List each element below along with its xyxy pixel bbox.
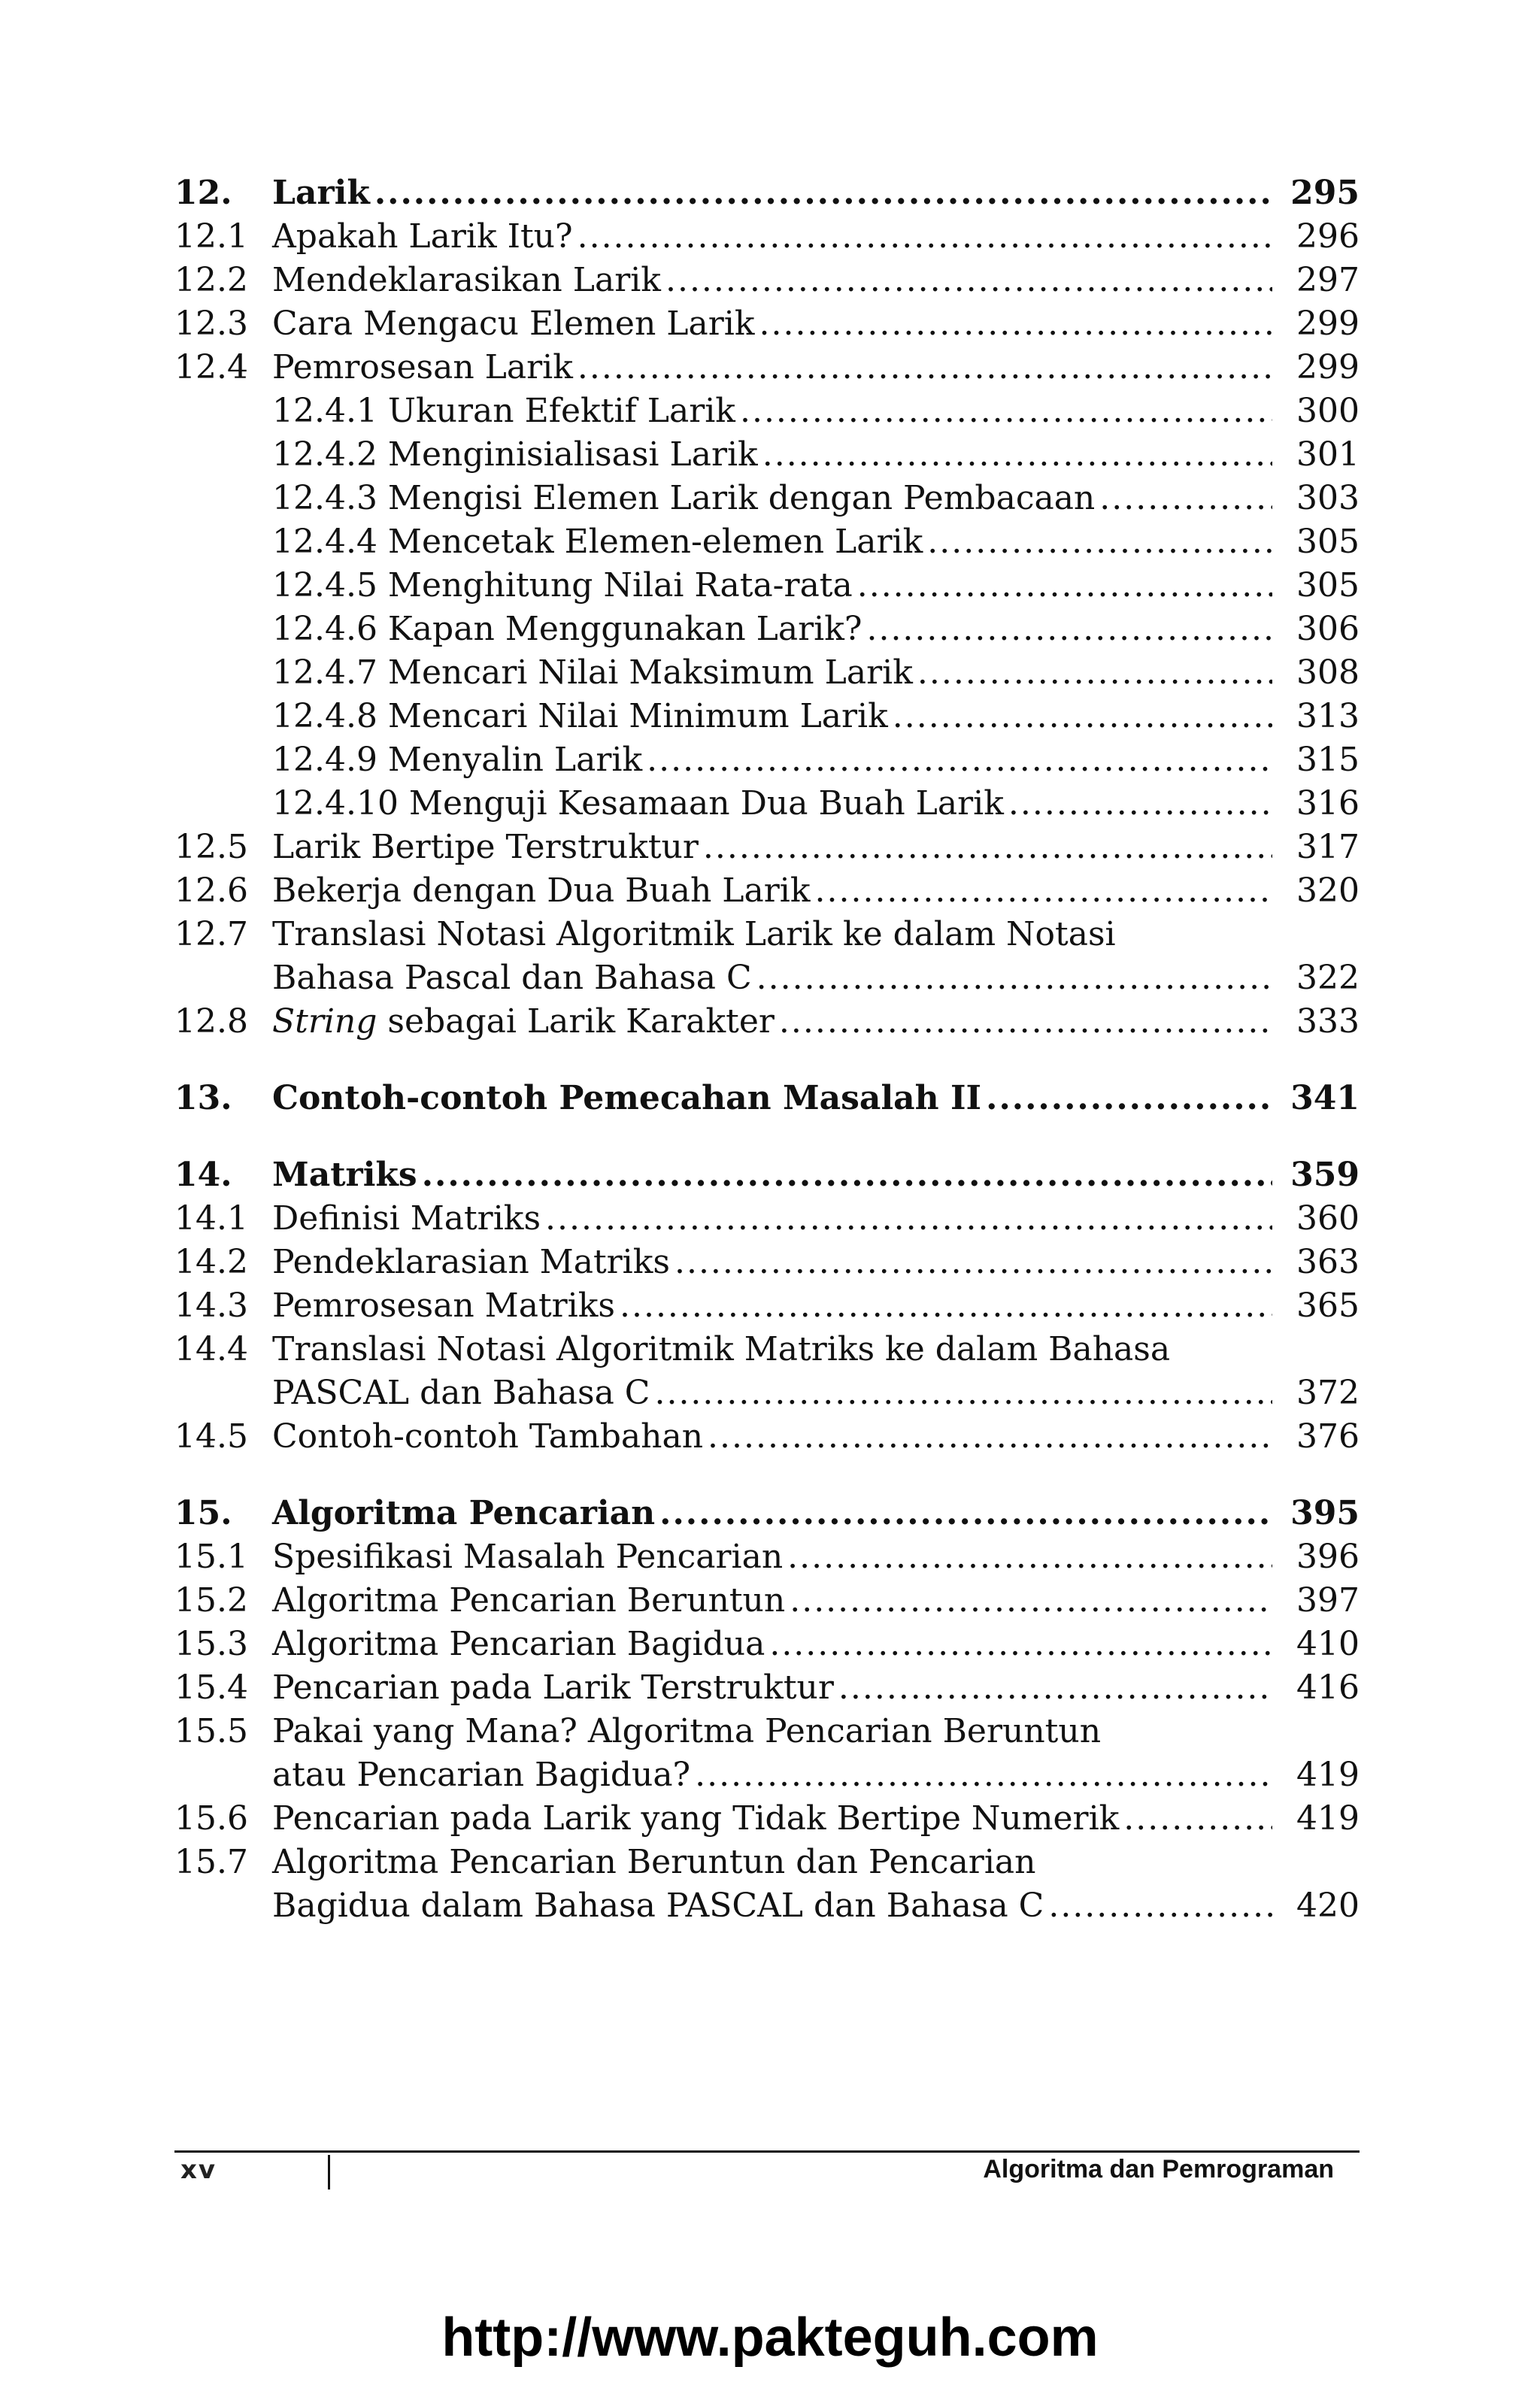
toc-entry-title-wrap [272, 259, 1277, 302]
toc-dot-leader [759, 302, 1272, 346]
toc-entry-number: 15.5 [174, 1712, 248, 1750]
toc-entry-title: PASCAL dan Bahasa C [272, 1374, 650, 1412]
toc-entry-page: 301 [1296, 435, 1360, 474]
toc-entry-page: 420 [1296, 1887, 1360, 1925]
toc-dot-leader [1099, 477, 1272, 520]
toc-entry-title: 12.4.8 Mencari Nilai Minimum Larik [272, 697, 888, 735]
toc-dot-leader [675, 1241, 1272, 1284]
toc-entry-title: 12.4.4 Mencetak Elemen-elemen Larik [272, 523, 923, 561]
toc-entry-title-wrap [272, 608, 1277, 651]
toc-entry-page: 410 [1296, 1625, 1360, 1663]
toc-entry [174, 1077, 1360, 1120]
toc-entry-page: 315 [1296, 741, 1360, 779]
toc-dot-leader [659, 1492, 1272, 1535]
toc-entry-number: 12.4 [174, 348, 248, 386]
toc-entry [174, 1797, 1360, 1841]
toc-entry-title: Translasi Notasi Algoritmik Matriks ke dalam Bahasa [272, 1330, 1171, 1368]
toc-entry-title: Cara Mengacu Elemen Larik [272, 305, 755, 343]
toc-entry-page: 299 [1296, 305, 1360, 343]
toc-entry-number: 12.7 [174, 915, 248, 953]
toc-entry [174, 651, 1360, 695]
toc-entry-title: Bagidua dalam Bahasa PASCAL dan Bahasa C [272, 1887, 1044, 1925]
toc-entry-page: 333 [1296, 1002, 1360, 1041]
toc-entry-title-wrap [272, 695, 1277, 738]
toc-entry-page: 397 [1296, 1581, 1360, 1620]
toc-dot-leader [654, 1371, 1272, 1415]
toc-entry-title: 12.4.3 Mengisi Elemen Larik dengan Pembacaan [272, 479, 1096, 517]
toc-entry [174, 1241, 1360, 1284]
toc-entry-title-rest: sebagai Larik Karakter [377, 1002, 775, 1041]
toc-entry-page: 317 [1296, 828, 1360, 866]
toc-entry-title-wrap [272, 782, 1277, 826]
toc-entry-title: 12.4.5 Menghitung Nilai Rata-rata [272, 566, 853, 605]
toc-entry [174, 608, 1360, 651]
toc-entry-number: 12. [174, 174, 232, 212]
toc-entry-title-wrap [272, 477, 1277, 520]
toc-entry-number: 14.4 [174, 1330, 248, 1368]
toc-entry-title-italic: String [272, 1002, 377, 1041]
toc-dot-leader [866, 608, 1272, 651]
toc-entry [174, 826, 1360, 869]
toc-dot-leader [545, 1197, 1272, 1241]
toc-entry-page: 372 [1296, 1374, 1360, 1412]
toc-dot-leader [695, 1753, 1272, 1797]
toc-dot-leader [1048, 1884, 1272, 1928]
toc-entry-number: 15.6 [174, 1799, 248, 1838]
toc-entry-title: Algoritma Pencarian Bagidua [272, 1625, 765, 1663]
toc-entry-title-wrap [272, 171, 1277, 215]
footer-separator [328, 2155, 330, 2190]
toc-entry-page: 360 [1296, 1199, 1360, 1238]
toc-entry-title-wrap [272, 826, 1277, 869]
toc-entry-title-wrap [272, 1579, 1277, 1623]
toc-entry [174, 1328, 1360, 1371]
toc-entry-number: 14.5 [174, 1417, 248, 1456]
toc-entry-title-wrap [272, 389, 1277, 433]
toc-entry-number: 15.1 [174, 1538, 248, 1576]
toc-entry-page: 297 [1296, 261, 1360, 299]
toc-entry-page: 296 [1296, 217, 1360, 256]
toc-dot-leader [762, 433, 1272, 477]
toc-entry-title-wrap [272, 346, 1277, 389]
toc-entry-title: Bahasa Pascal dan Bahasa C [272, 959, 752, 997]
toc-entry-title: Apakah Larik Itu? [272, 217, 573, 256]
toc-entry [174, 1153, 1360, 1197]
toc-entry-title: Definisi Matriks [272, 1199, 541, 1238]
toc-entry-page: 305 [1296, 566, 1360, 605]
toc-entry-page: 416 [1296, 1668, 1360, 1707]
toc-entry-title [272, 1000, 775, 1044]
toc-entry-title-wrap [272, 913, 1277, 956]
toc-entry [174, 215, 1360, 259]
footer-page-number: xv [180, 2155, 217, 2185]
footer-rule [174, 2150, 1360, 2153]
toc-entry-title: Algoritma Pencarian Beruntun dan Pencarian [272, 1843, 1036, 1881]
toc-entry-number: 12.5 [174, 828, 248, 866]
toc-entry [174, 1579, 1360, 1623]
toc-entry-title: Contoh-contoh Tambahan [272, 1417, 704, 1456]
toc-dot-leader [927, 520, 1272, 564]
toc-dot-leader [647, 738, 1272, 782]
toc-entry [174, 1197, 1360, 1241]
toc-entry-page: 365 [1296, 1286, 1360, 1325]
toc-entry [174, 477, 1360, 520]
toc-dot-leader [756, 956, 1272, 1000]
toc-entry-number: 12.6 [174, 871, 248, 910]
toc-entry-title-wrap [272, 1492, 1277, 1535]
toc-entry [174, 1753, 1360, 1797]
toc-dot-leader [787, 1535, 1272, 1579]
toc-entry [174, 1710, 1360, 1753]
toc-entry [174, 389, 1360, 433]
toc-entry-title: Pemrosesan Matriks [272, 1286, 615, 1325]
toc-entry-title-wrap [272, 1000, 1277, 1044]
toc-entry [174, 1415, 1360, 1459]
toc-entry [174, 1492, 1360, 1535]
toc-entry-number: 12.3 [174, 305, 248, 343]
toc-entry-page: 306 [1296, 610, 1360, 648]
toc-entry-number: 15.2 [174, 1581, 248, 1620]
toc-entry-title: Algoritma Pencarian [272, 1494, 656, 1532]
table-of-contents [174, 171, 1360, 1928]
toc-entry-title-wrap [272, 1415, 1277, 1459]
toc-entry-title: Pencarian pada Larik Terstruktur [272, 1668, 834, 1707]
toc-dot-leader [1008, 782, 1272, 826]
toc-dot-leader [769, 1623, 1272, 1666]
toc-entry-title-wrap [272, 1753, 1277, 1797]
toc-entry [174, 1371, 1360, 1415]
toc-dot-leader [620, 1284, 1272, 1328]
toc-entry-title: Pakai yang Mana? Algoritma Pencarian Beruntun [272, 1712, 1102, 1750]
toc-entry-page: 303 [1296, 479, 1360, 517]
toc-entry-page: 299 [1296, 348, 1360, 386]
toc-entry [174, 956, 1360, 1000]
toc-entry [174, 1623, 1360, 1666]
toc-entry-number: 12.8 [174, 1002, 248, 1041]
toc-entry-title: 12.4.7 Mencari Nilai Maksimum Larik [272, 653, 913, 692]
toc-entry-title-wrap [272, 1197, 1277, 1241]
toc-entry-title-wrap [272, 956, 1277, 1000]
toc-entry-title: Spesifikasi Masalah Pencarian [272, 1538, 784, 1576]
toc-entry-title-wrap [272, 1241, 1277, 1284]
toc-entry-number: 12.1 [174, 217, 248, 256]
toc-entry-title-wrap [272, 1535, 1277, 1579]
toc-entry-title-wrap [272, 1666, 1277, 1710]
toc-entry-title: Translasi Notasi Algoritmik Larik ke dalam Notasi [272, 915, 1116, 953]
toc-entry [174, 171, 1360, 215]
toc-entry [174, 1000, 1360, 1044]
toc-entry-title: Pendeklarasian Matriks [272, 1243, 670, 1281]
toc-entry-page: 320 [1296, 871, 1360, 910]
toc-entry-title: Pemrosesan Larik [272, 348, 573, 386]
toc-entry [174, 1284, 1360, 1328]
toc-entry-title-wrap [272, 738, 1277, 782]
toc-entry [174, 346, 1360, 389]
toc-dot-leader [790, 1579, 1272, 1623]
toc-entry-title-wrap [272, 1623, 1277, 1666]
toc-entry-title-wrap [272, 1884, 1277, 1928]
toc-entry-title-wrap [272, 1328, 1277, 1371]
toc-entry-title: 12.4.10 Menguji Kesamaan Dua Buah Larik [272, 784, 1004, 823]
toc-entry [174, 1666, 1360, 1710]
website-url[interactable]: http://www.pakteguh.com [441, 2308, 1099, 2368]
toc-dot-leader [578, 346, 1272, 389]
toc-entry-title: Pencarian pada Larik yang Tidak Bertipe Numerik [272, 1799, 1120, 1838]
toc-dot-leader [665, 259, 1272, 302]
toc-dot-leader [422, 1153, 1272, 1197]
toc-entry-title-wrap [272, 869, 1277, 913]
toc-entry-number: 15. [174, 1494, 232, 1532]
toc-entry-title: Mendeklarasikan Larik [272, 261, 661, 299]
toc-entry-title-wrap [272, 215, 1277, 259]
toc-entry-title-wrap [272, 1841, 1277, 1884]
toc-entry-number: 12.2 [174, 261, 248, 299]
toc-entry-page: 313 [1296, 697, 1360, 735]
toc-entry-title-wrap [272, 564, 1277, 608]
toc-dot-leader [779, 1000, 1272, 1044]
toc-entry-title-wrap [272, 1284, 1277, 1328]
toc-dot-leader [986, 1077, 1272, 1120]
footer-book-title: Algoritma dan Pemrograman [983, 2155, 1334, 2184]
toc-entry-title: 12.4.6 Kapan Menggunakan Larik? [272, 610, 862, 648]
toc-entry [174, 738, 1360, 782]
toc-dot-leader [374, 171, 1272, 215]
toc-entry-page: 308 [1296, 653, 1360, 692]
toc-entry-title-wrap [272, 1077, 1277, 1120]
toc-dot-leader [838, 1666, 1272, 1710]
toc-entry [174, 1841, 1360, 1884]
toc-entry-title-wrap [272, 520, 1277, 564]
toc-entry [174, 782, 1360, 826]
toc-entry-page: 341 [1290, 1079, 1360, 1117]
toc-entry-title-wrap [272, 302, 1277, 346]
toc-dot-leader [1123, 1797, 1272, 1841]
toc-dot-leader [578, 215, 1272, 259]
toc-entry-title: Contoh-contoh Pemecahan Masalah II [272, 1079, 982, 1117]
toc-entry-title: Larik [272, 174, 370, 212]
toc-entry-number: 14.2 [174, 1243, 248, 1281]
toc-entry-page: 363 [1296, 1243, 1360, 1281]
toc-entry-page: 396 [1296, 1538, 1360, 1576]
toc-entry [174, 695, 1360, 738]
toc-entry-page: 322 [1296, 959, 1360, 997]
toc-entry [174, 564, 1360, 608]
toc-entry [174, 520, 1360, 564]
toc-entry [174, 913, 1360, 956]
toc-dot-leader [708, 1415, 1272, 1459]
toc-entry-title-wrap [272, 651, 1277, 695]
toc-entry-page: 419 [1296, 1756, 1360, 1794]
toc-entry-title-wrap [272, 1797, 1277, 1841]
toc-entry-page: 300 [1296, 392, 1360, 430]
toc-entry-number: 13. [174, 1079, 232, 1117]
toc-entry-page: 395 [1290, 1494, 1360, 1532]
toc-entry-number: 14.1 [174, 1199, 248, 1238]
toc-entry-number: 14.3 [174, 1286, 248, 1325]
toc-entry-title: 12.4.2 Menginisialisasi Larik [272, 435, 758, 474]
toc-entry-page: 305 [1296, 523, 1360, 561]
toc-entry-number: 15.3 [174, 1625, 248, 1663]
toc-entry-page: 295 [1290, 174, 1360, 212]
toc-entry-title: 12.4.9 Menyalin Larik [272, 741, 643, 779]
toc-entry [174, 302, 1360, 346]
toc-entry-title-wrap [272, 1710, 1277, 1753]
toc-entry [174, 433, 1360, 477]
toc-entry-title: Larik Bertipe Terstruktur [272, 828, 699, 866]
toc-entry-title: 12.4.1 Ukuran Efektif Larik [272, 392, 735, 430]
toc-entry-title-wrap [272, 1153, 1277, 1197]
toc-entry-number: 15.4 [174, 1668, 248, 1707]
toc-entry-page: 419 [1296, 1799, 1360, 1838]
toc-entry-title: Bekerja dengan Dua Buah Larik [272, 871, 811, 910]
toc-entry [174, 1535, 1360, 1579]
toc-dot-leader [893, 695, 1272, 738]
toc-entry [174, 869, 1360, 913]
toc-entry [174, 259, 1360, 302]
toc-dot-leader [857, 564, 1272, 608]
toc-entry-title: atau Pencarian Bagidua? [272, 1756, 691, 1794]
toc-entry-number: 15.7 [174, 1843, 248, 1881]
toc-entry [174, 1884, 1360, 1928]
toc-entry-title: Matriks [272, 1156, 417, 1194]
toc-entry-title-wrap [272, 433, 1277, 477]
toc-dot-leader [917, 651, 1272, 695]
toc-entry-page: 376 [1296, 1417, 1360, 1456]
toc-dot-leader [815, 869, 1272, 913]
toc-entry-title: Algoritma Pencarian Beruntun [272, 1581, 786, 1620]
toc-entry-title-wrap [272, 1371, 1277, 1415]
toc-dot-leader [740, 389, 1272, 433]
toc-entry-number: 14. [174, 1156, 232, 1194]
toc-entry-page: 316 [1296, 784, 1360, 823]
toc-entry-page: 359 [1290, 1156, 1360, 1194]
toc-dot-leader [703, 826, 1272, 869]
